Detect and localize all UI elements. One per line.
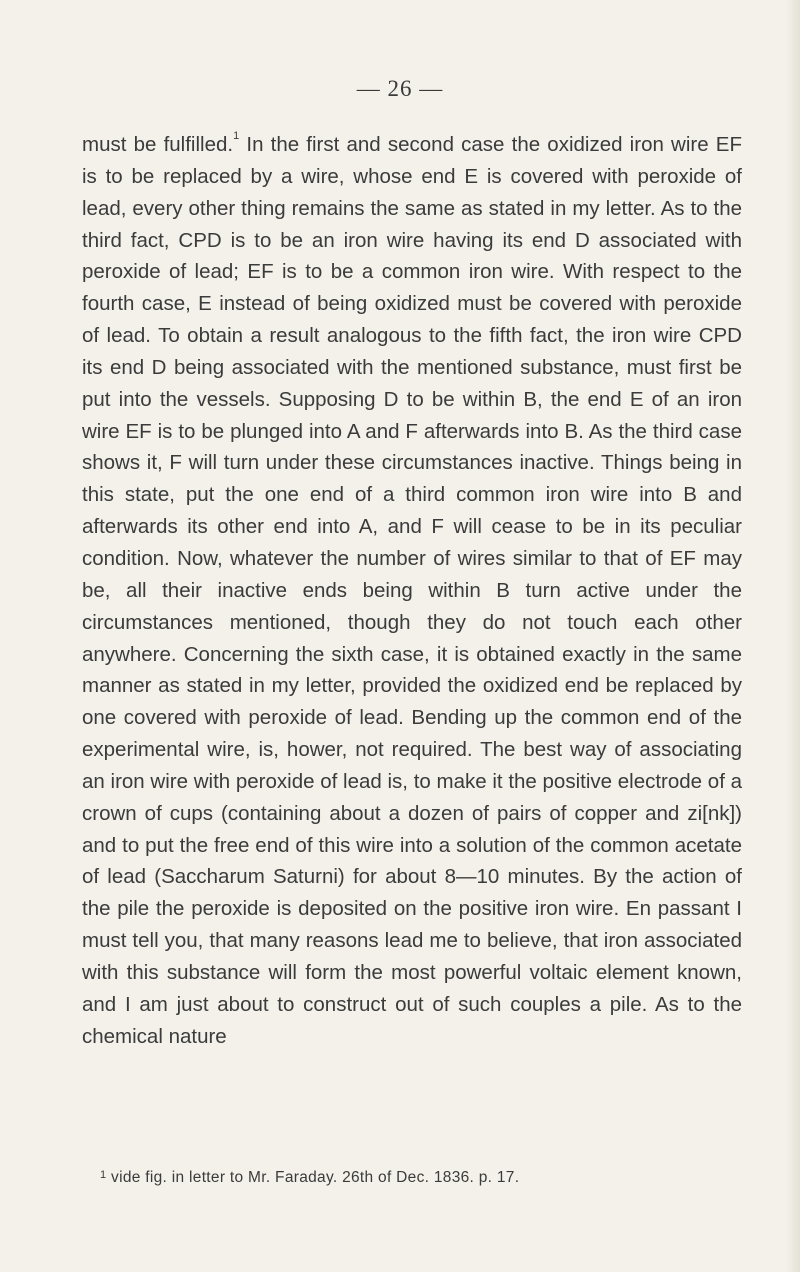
- footnote: [100, 1168, 740, 1188]
- paragraph-text-main: In the first and second case the oxidized iron wire EF is to be replaced by a wire, whose end E is covered with peroxide of lead, every other thing remains the same as stated in my letter. As to the third fact, CPD is to be an iron wire having its end D associated with peroxide of lead; EF is to be a common iron wire. With respect to the fourth case, E instead of being oxidized must be covered with peroxide of lead. To obtain a result analogous to the fifth fact, the iron wire CPD its end D being associated with the mentioned substance, must first be put into the vessels. Supposing D to be within B, the end E of an iron wire EF is to be plunged into A and F afterwards into B. As the third case shows it, F will turn under these circumstances inactive. Things being in this state, put the one end of a third common iron wire into B and afterwards its other end into A, and F will cease to be in its peculiar condition. Now, whatever the number of wires similar to that of EF may be, all their inactive ends being within B turn active under the circumstances mentioned, though they do not touch each other anywhere. Concerning the sixth case, it is obtained exactly in the same manner as stated in my letter, provided the oxidized end be replaced by one covered with peroxide of lead. Bending up the common end of the experimental wire, is, hower, not required. The best way of associating an iron wire with peroxide of lead is, to make it the positive electrode of a crown of cups (containing about a dozen of pairs of copper and zi[nk]) and to put the free end of this wire into a solution of the common acetate of lead (Saccharum Saturni) for about 8—10 minutes. By the action of the pile the peroxide is deposited on the positive iron wire. En passant I must tell you, that many reasons lead me to believe, that iron associated with this substance will form the most powerful voltaic element known, and I am just about to construct out of such couples a pile. As to the chemical nature: [82, 133, 742, 1048]
- body-paragraph: [82, 129, 742, 1052]
- page-number: — 26 —: [356, 76, 444, 101]
- page-edge-shadow: [786, 0, 800, 1272]
- footnote-number: 1: [100, 1169, 107, 1181]
- paragraph-text-start: must be fulfilled.: [82, 133, 234, 156]
- footnote-text: vide fig. in letter to Mr. Faraday. 26th of Dec. 1836. p. 17.: [111, 1169, 520, 1186]
- footnote-reference: 1: [233, 130, 240, 142]
